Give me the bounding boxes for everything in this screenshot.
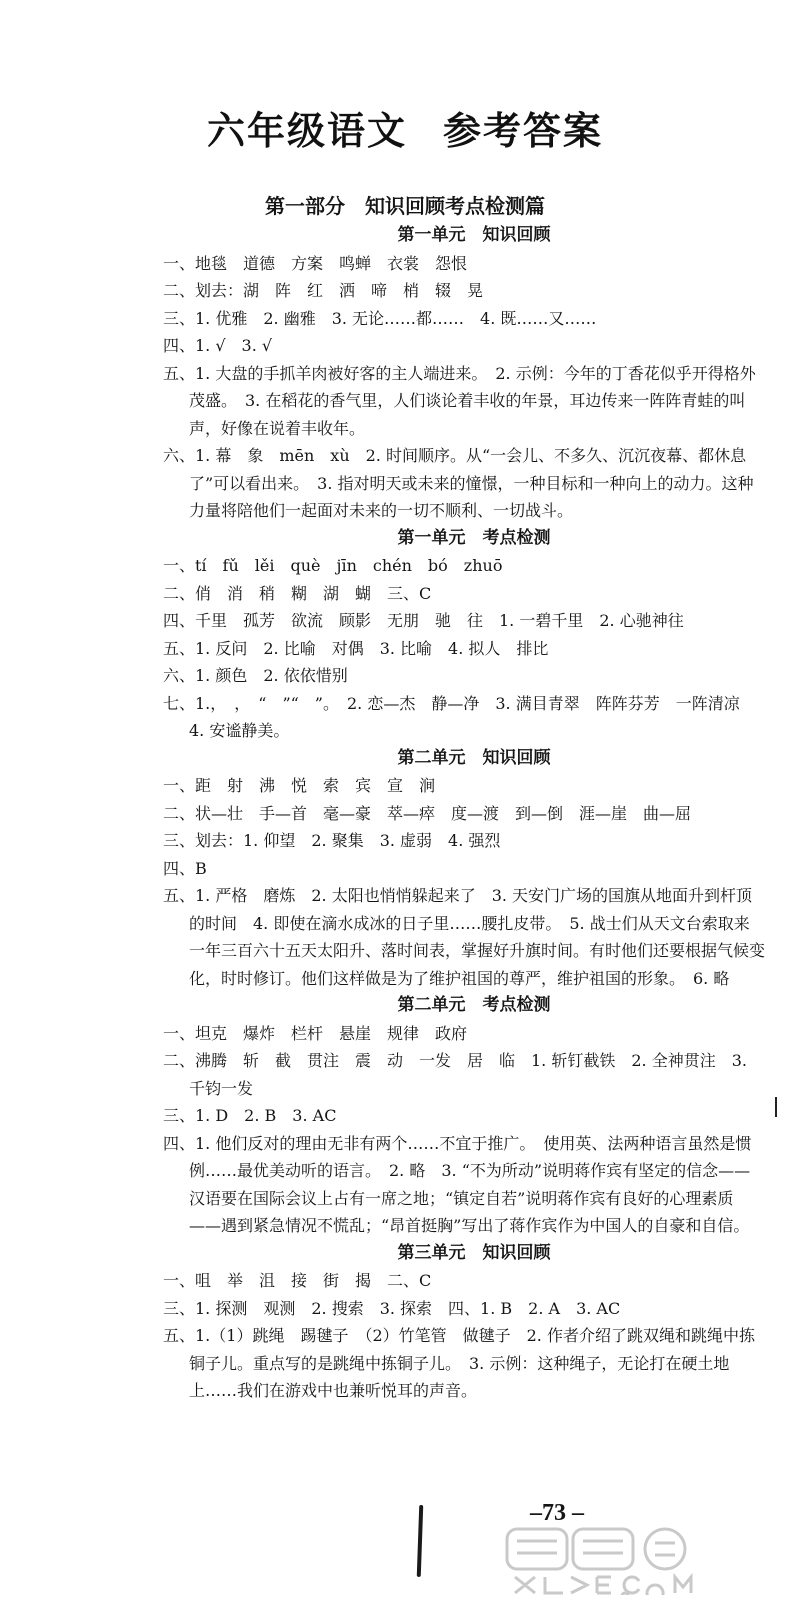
answer-line: 二、沸腾 斩 截 贯注 震 动 一发 居 临 1. 斩钉截铁 2. 全神贯注 3. 千钧一发 [163,1051,747,1098]
answer-line: 六、1. 颜色 2. 依依惜别 [163,666,348,685]
section-heading: 第二单元 考点检测 [397,995,551,1015]
answer-line: 五、1. 大盘的手抓羊肉被好客的主人端进来。 2. 示例：今年的丁香花似乎开得格外茂盛。 3. 在稻花的香气里，人们谈论着丰收的年景，耳边传来一阵阵青蛙的叫声，好像在说着丰收年。 [163,363,756,438]
answer-line: 一、地毯 道德 方案 鸣蝉 衣裳 怨恨 [163,253,468,273]
answer-line: 一、咀 举 沮 接 街 揭 二、C [163,1271,432,1290]
answer-line: 四、千里 孤芳 欲流 顾影 无朋 驰 往 1. 一碧千里 2. 心驰神往 [163,611,684,630]
answer-line: 一、距 射 沸 悦 索 宾 宣 涧 [163,776,436,795]
answer-line: 五、1.（1）跳绳 踢毽子 （2）竹笔管 做毽子 2. 作者介绍了跳双绳和跳绳中拣铜子儿。重点写的是跳绳中拣铜子儿。 3. 示例：这种绳子，无论打在硬土地上……我们在游戏中也兼听悦耳的声音。 [163,1326,755,1400]
answer-line: 四、1. 他们反对的理由无非有两个……不宜于推广。 使用英、法两种语言虽然是惯例……最优美动听的语言。 2. 略 3. “不为所动”说明蒋作宾有坚定的信念——汉语要在国际会议上占有一席之地；“镇定自若”说明蒋作宾有良好的心理素质——遇到紧急情况不慌乱；“昂首挺胸”写出了蒋作宾作为中国人的自豪和自信。 [163,1133,752,1235]
answer-line: 二、划去：湖 阵 红 洒 啼 梢 辍 晃 [163,281,484,300]
answer-line: 一、tí fǔ lěi què jīn chén bó zhuō [163,556,503,575]
margin-mark [775,1097,777,1117]
answer-line: 四、B [163,858,207,878]
page-number: –73 – [530,1500,584,1526]
watermark-logo [505,1525,795,1595]
title-subject: 六年级语文 [206,108,407,153]
answer-line: 三、1. D 2. B 3. AC [163,1106,337,1125]
part-heading: 第一部分 知识回顾考点检测篇 [265,194,545,218]
answer-line: 四、1. √ 3. √ [163,336,273,355]
answer-content [163,222,765,1405]
answer-line: 五、1. 反问 2. 比喻 对偶 3. 比喻 4. 拟人 排比 [163,638,549,658]
answer-line: 三、划去：1. 仰望 2. 聚集 3. 虚弱 4. 强烈 [163,831,501,850]
answer-line: 三、1. 探测 观测 2. 搜索 3. 探索 四、1. B 2. A 3. AC [163,1298,621,1318]
pen-stroke-mark [417,1505,424,1577]
answer-line: 五、1. 严格 磨炼 2. 太阳也悄悄躲起来了 3. 天安门广场的国旗从地面升到杆顶的时间 4. 即使在滴水成冰的日子里……腰扎皮带。 5. 战士们从天文台索取来一年三百六十五天太阳升、落时间表，掌握好升旗时间。有时他们还要根据气候变化，时时修订。他们这样做是为了维护祖国的尊严，维护祖国的形象。 6. 略 [163,886,766,988]
answer-line: 一、坦克 爆炸 栏杆 悬崖 规律 政府 [163,1023,468,1043]
section-heading: 第一单元 考点检测 [397,527,551,548]
answer-line: 七、1.， ， “ ”“ ”。 2. 恋—杰 静—净 3. 满目青翠 阵阵芬芳 一阵清凉 4. 安谧静美。 [163,693,756,740]
answer-line: 二、状—壮 手—首 毫—豪 萃—瘁 度—渡 到—倒 涯—崖 曲—屈 [163,803,692,823]
title-answers: 参考答案 [443,108,604,153]
section-heading: 第二单元 知识回顾 [397,747,551,768]
answer-line: 二、俏 消 稍 糊 湖 蝴 三、C [163,583,432,603]
section-heading: 第三单元 知识回顾 [397,1242,551,1263]
answer-line: 六、1. 幕 象 mēn xù 2. 时间顺序。从“一会儿、不多久、沉沉夜幕、都休息了”可以看出来。 3. 指对明天或未来的憧憬，一种目标和一种向上的动力。这种力量将陪他们一起面对未来的一切不顺利、一切战斗。 [163,446,754,520]
answer-line: 三、1. 优雅 2. 幽雅 3. 无论……都…… 4. 既……又…… [163,308,597,328]
section-heading: 第一单元 知识回顾 [397,225,551,245]
document-title [0,100,810,155]
